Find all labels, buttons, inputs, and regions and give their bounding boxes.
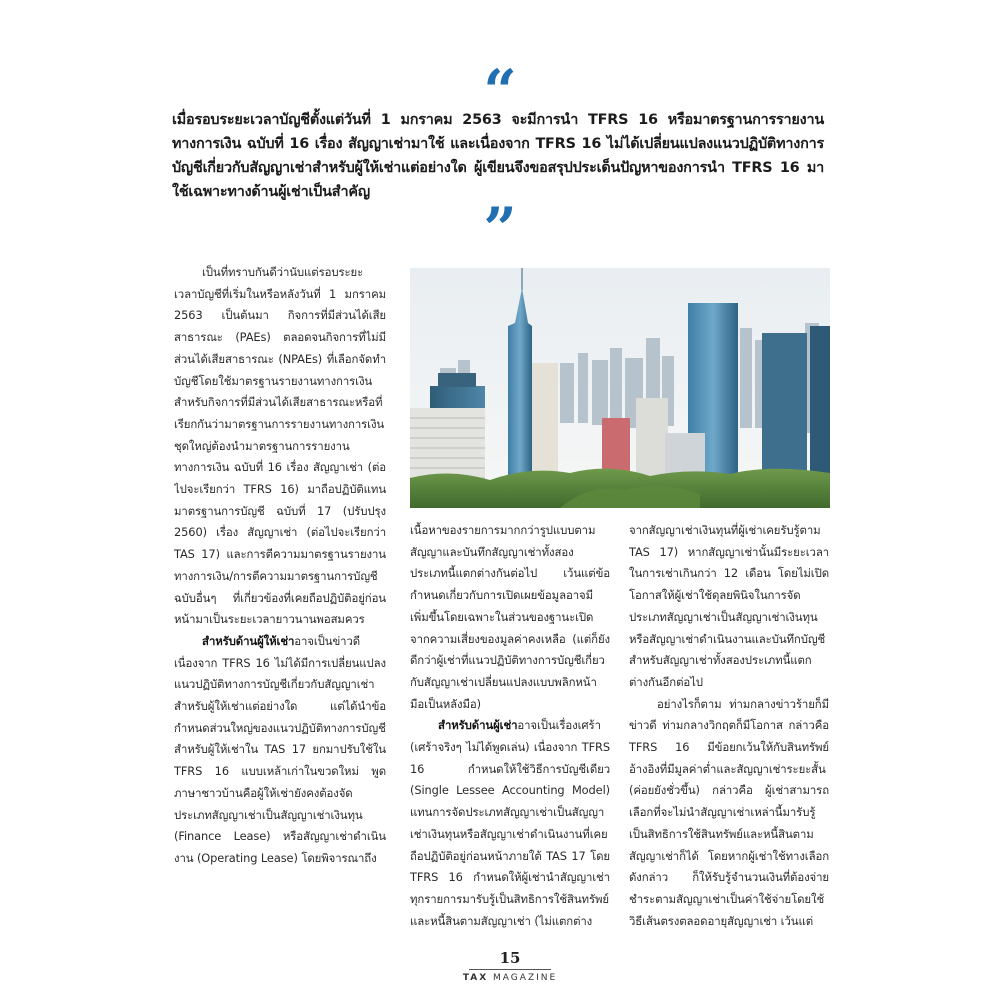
paragraph: เป็นที่ทราบกันดีว่านับแต่รอบระยะเวลาบัญชีที่เริ่มในหรือหลังวันที่ 1 มกราคม 2563 เป็นต้นมา กิจการที่มีส่วนได้เสียสาธารณะ (PAEs) ตลอดจนกิจการที่ไม่มีส่วนได้เสียสาธารณะ (NPAEs) ที่เลือกจัดทำบัญชีโดยใช้มาตรฐานรายงานทางการเงินสำหรับกิจการที่มีส่วนได้เสียสาธารณะหรือที่เรียกกันว่ามาตรฐานการรายงานทางการเงินชุดใหญ่ต้องนำมาตรฐานการรายงานทางการเงิน ฉบับที่ 16 เรื่อง สัญญาเช่า (ต่อไปจะเรียกว่า TFRS 16) มาถือปฏิบัติแทนมาตรฐานการบัญชี ฉบับที่ 17 (ปรับปรุง 2560) เรื่อง สัญญาเช่า (ต่อไปจะเรียกว่า TAS 17) และการตีความมาตรฐานรายงานทางการเงิน/การตีความมาตรฐานการบัญชีฉบับอื่นๆ ที่เกี่ยวข้องที่เคยถือปฏิบัติอยู่ก่อนหน้ามาเป็นระยะเวลายาวนานพอสมควร [174,265,386,627]
magazine-name-rest: MAGAZINE [493,973,558,983]
paragraph: อย่างไรก็ตาม ท่ามกลางข่าวร้ายก็มีข่าวดี ท่ามกลางวิกฤตก็มีโอกาส กล่าวคือ TFRS 16 มีข้อยกเว้นให้กับสินทรัพย์อ้างอิงที่มีมูลค่าต่ำและสัญญาเช่าระยะสั้น (ค่อยยังชั่วขึ้น) กล่าวคือ ผู้เช่าสามารถเลือกที่จะไม่นำสัญญาเช่าเหล่านี้มารับรู้เป็นสิทธิการใช้สินทรัพย์และหนี้สินตามสัญญาเช่าก็ได้ โดยหากผู้เช่าใช้ทางเลือกดังกล่าว ก็ให้รับรู้จำนวนเงินที่ต้องจ่ายชำระตามสัญญาเช่าเป็นค่าใช้จ่ายโดยใช้วิธีเส้นตรงตลอดอายุสัญญาเช่า เว้นแต่ [629,696,829,928]
paragraph-text: อาจเป็นข่าวดี เนื่องจาก TFRS 16 ไม่ได้มีการเปลี่ยนแปลงแนวปฏิบัติทางการบัญชีเกี่ยวกับสัญญาเช่าสำหรับผู้ให้เช่าแต่อย่างใด แต่ได้นำข้อกำหนดส่วนใหญ่ของแนวปฏิบัติทางการบัญชีสำหรับผู้ให้เช่าใน TAS 17 ยกมาปรับใช้ใน TFRS 16 แบบเหล้าเก่าในขวดใหม่ พูดภาษาชาวบ้านคือผู้ให้เช่ายังคงต้องจัดประเภทสัญญาเช่าเป็นสัญญาเช่าเงินทุน (Finance Lease) หรือสัญญาเช่าดำเนินงาน (Operating Lease) โดยพิจารณาถึง [174,633,386,865]
lessee-heading: สำหรับด้านผู้เช่า [438,718,518,733]
article-column-1 [174,262,386,937]
article-column-2 [410,520,610,940]
open-quote-mark: “ [483,57,517,125]
paragraph: จากสัญญาเช่าเงินทุนที่ผู้เช่าเคยรับรู้ตาม TAS 17) หากสัญญาเช่านั้นมีระยะเวลาในการเช่าเกินกว่า 12 เดือน โดยไม่เปิดโอกาสให้ผู้เช่าใช้ดุลยพินิจในการจัดประเภทสัญญาเช่าเป็นสัญญาเช่าเงินทุนหรือสัญญาเช่าดำเนินงานและบันทึกบัญชีสำหรับสัญญาเช่าทั้งสองประเภทนี้แตกต่างกันอีกต่อไป [629,523,829,689]
page-footer [460,950,560,983]
pull-quote: เมื่อรอบระยะเวลาบัญชีตั้งแต่วันที่ 1 มกราคม 2563 จะมีการนำ TFRS 16 หรือมาตรฐานการรายงานทางการเงิน ฉบับที่ 16 เรื่อง สัญญาเช่ามาใช้ และเนื่องจาก TFRS 16 ไม่ได้เปลี่ยนแปลงแนวปฏิบัติทางการบัญชีเกี่ยวกับสัญญาเช่าสำหรับผู้ให้เช่าแต่อย่างใด ผู้เขียนจึงขอสรุปประเด็นปัญหาของการนำ TFRS 16 มาใช้เฉพาะทางด้านผู้เช่าเป็นสำคัญ [172,112,824,200]
magazine-name-bold: TAX [462,973,489,983]
footer-divider [469,969,551,970]
lessor-heading: สำหรับด้านผู้ให้เช่า [202,633,295,648]
skyline-image [410,268,830,508]
close-quote-mark: ” [483,195,517,263]
paragraph [410,715,610,932]
paragraph [174,631,386,870]
city-skyline-photo [410,268,830,508]
article-column-3 [629,520,829,940]
magazine-name [460,973,560,983]
paragraph-text: อาจเป็นเรื่องเศร้า (เศร้าจริงๆ ไม่ได้พูดเล่น) เนื่องจาก TFRS 16 กำหนดให้ใช้วิธีการบัญชีเดียว (Single Lessee Accounting Model) แทนการจัดประเภทสัญญาเช่าเป็นสัญญาเช่าเงินทุนหรือสัญญาเช่าดำเนินงานที่เคยถือปฏิบัติอยู่ก่อนหน้าภายใต้ TAS 17 โดย TFRS 16 กำหนดให้ผู้เช่านำสัญญาเช่าทุกรายการมารับรู้เป็นสิทธิการใช้สินทรัพย์และหนี้สินตามสัญญาเช่า (ไม่แตกต่าง [410,718,610,928]
paragraph: เนื้อหาของรายการมากกว่ารูปแบบตามสัญญาและบันทึกสัญญาเช่าทั้งสองประเภทนี้แตกต่างกันต่อไป เว้นแต่ข้อกำหนดเกี่ยวกับการเปิดเผยข้อมูลอาจมีเพิ่มขึ้นโดยเฉพาะในส่วนของฐานะเปิดจากความเสี่ยงของมูลค่าคงเหลือ (แต่ก็ยังดีกว่าผู้เช่าที่แนวปฏิบัติทางการบัญชีเกี่ยวกับสัญญาเช่าเปลี่ยนแปลงแบบพลิกหน้ามือเป็นหลังมือ) [410,523,610,711]
page-number: 15 [499,949,521,967]
